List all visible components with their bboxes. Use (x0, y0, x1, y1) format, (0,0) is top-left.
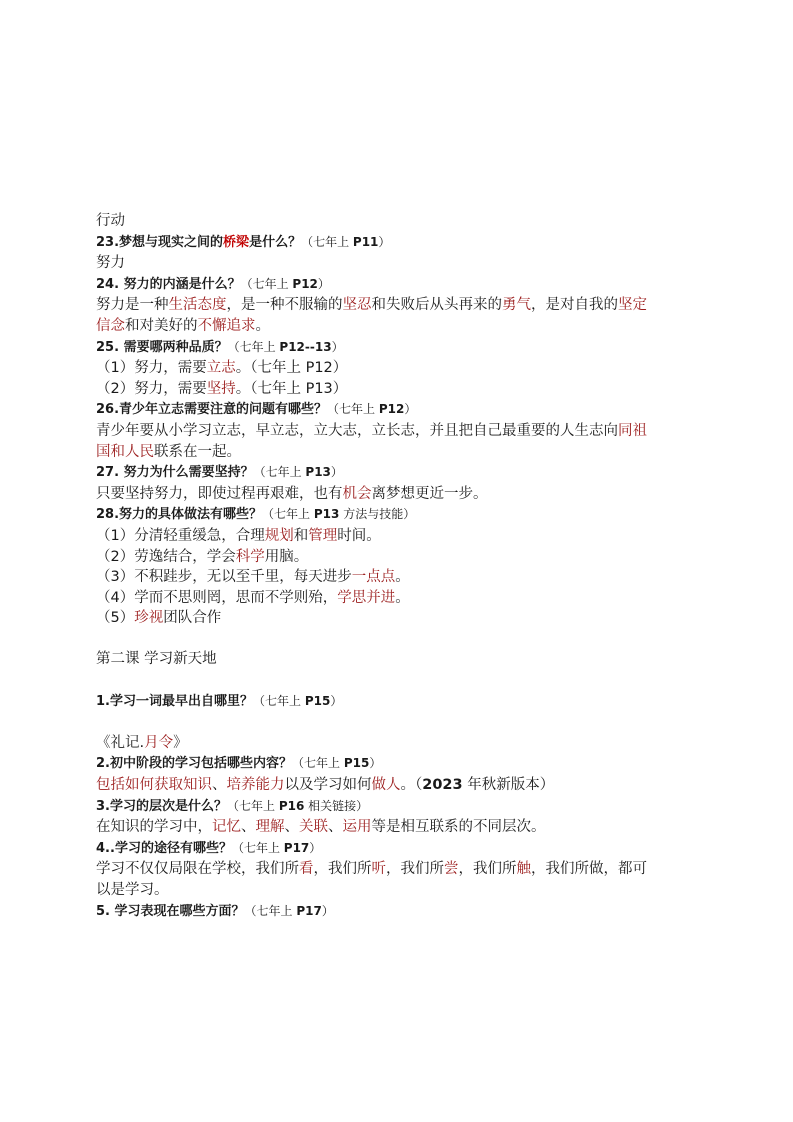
answer-28-item-4: （4）学而不思则罔，思而不学则殆，学思并进。 (96, 589, 410, 606)
spacer (96, 670, 708, 691)
answer-27: 只要坚持努力，即使过程再艰难，也有机会离梦想更近一步。 (96, 485, 488, 502)
answer-1: 《礼记.月令》 (96, 734, 188, 751)
document-body (96, 211, 708, 922)
answer-28-item-2: （2）劳逸结合，学会科学用脑。 (96, 548, 309, 565)
heading-action: 行动 (96, 213, 125, 229)
lesson-title: 第二课 学习新天地 (96, 651, 217, 668)
answer-24-line-2: 信念和对美好的不懈追求。 (96, 317, 270, 334)
answer-3: 在知识的学习中，记忆、理解、关联、运用等是相互联系的不同层次。 (96, 819, 546, 836)
question-2: 2.初中阶段的学习包括哪些内容？（七年上 P15） (96, 756, 382, 772)
answer-4-line-2: 以是学习。 (96, 882, 169, 898)
spacer (96, 712, 708, 733)
question-1: 1.学习一词最早出自哪里？（七年上 P15） (96, 693, 343, 709)
spacer (96, 629, 708, 650)
answer-26-line-2: 国和人民联系在一起。 (96, 443, 241, 460)
answer-26-line-1: 青少年要从小学习立志，早立志，立大志，立长志，并且把自己最重要的人生志向同祖 (96, 422, 647, 439)
question-28: 28.努力的具体做法有哪些？（七年上 P13 方法与技能） (96, 507, 416, 523)
answer-25-item-2: （2）努力，需要坚持。（七年上 P13） (96, 380, 348, 397)
question-25: 25. 需要哪两种品质？（七年上 P12--13） (96, 339, 344, 355)
question-27: 27. 努力为什么需要坚持？（七年上 P13） (96, 465, 343, 481)
answer-23: 努力 (96, 255, 125, 272)
question-24: 24. 努力的内涵是什么？（七年上 P12） (96, 276, 330, 292)
question-26: 26.青少年立志需要注意的问题有哪些？（七年上 P12） (96, 402, 417, 418)
question-3: 3.学习的层次是什么？（七年上 P16 相关链接） (96, 798, 369, 814)
answer-28-item-3: （3）不积跬步，无以至千里，每天进步一点点。 (96, 569, 410, 586)
answer-2: 包括如何获取知识、培养能力以及学习如何做人。（2023 年秋新版本） (96, 777, 555, 794)
question-4: 4..学习的途径有哪些？（七年上 P17） (96, 840, 322, 856)
answer-28-item-1: （1）分清轻重缓急，合理规划和管理时间。 (96, 527, 381, 544)
answer-4-line-1: 学习不仅仅局限在学校，我们所看，我们所听，我们所尝，我们所触，我们所做，都可 (96, 861, 647, 878)
question-23: 23.梦想与现实之间的桥梁是什么？（七年上 P11） (96, 234, 391, 250)
answer-28-item-5: （5）珍视团队合作 (96, 610, 222, 627)
answer-24-line-1: 努力是一种生活态度，是一种不服输的坚忍和失败后从头再来的勇气，是对自我的坚定 (96, 297, 647, 314)
question-5: 5. 学习表现在哪些方面？（七年上 P17） (96, 903, 334, 919)
answer-25-item-1: （1）努力，需要立志。（七年上 P12） (96, 360, 348, 377)
